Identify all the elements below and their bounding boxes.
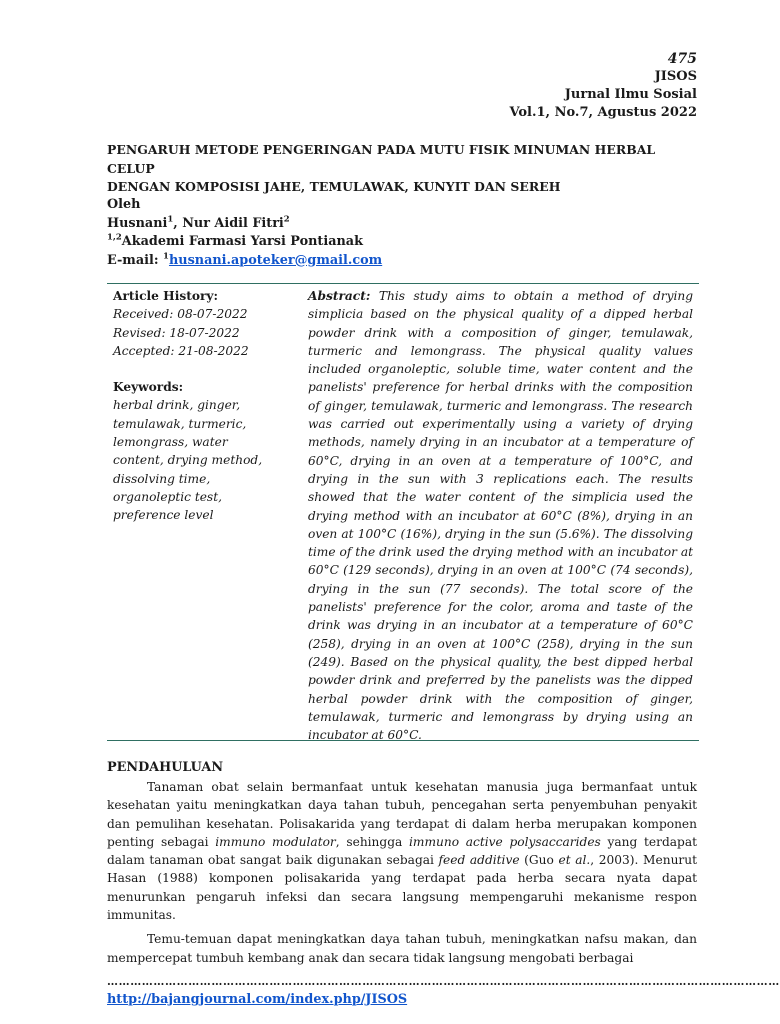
author-names: [107, 215, 667, 234]
keyword-line: preference level: [113, 508, 214, 523]
by-label: Oleh: [107, 197, 141, 212]
journal-volume: Vol.1, No.7, Agustus 2022: [509, 105, 697, 120]
email-link[interactable]: husnani.apoteker@gmail.com: [168, 252, 383, 268]
accepted-date: Accepted: 21-08-2022: [113, 343, 249, 358]
email-sup: 1: [163, 251, 169, 262]
revised-date: Revised: 18-07-2022: [113, 325, 240, 340]
footer-dotted-rule: …………………………………………………………………………………………………………………………………………………………: [107, 975, 780, 988]
affiliation-text: Akademi Farmasi Yarsi Pontianak: [121, 234, 363, 249]
title-line-1: PENGARUH METODE PENGERINGAN PADA MUTU FISIK MINUMAN HERBAL CELUP: [107, 142, 656, 176]
keyword-line: content, drying method,: [113, 453, 263, 468]
article-sidebar: [113, 287, 283, 525]
italic-term: et al.: [558, 853, 591, 868]
abstract-text: This study aims to obtain a method of drying simplicia based on the physical quality of a dipped herbal powder drink with a composition of ginger, temulawak, turmeric and lemongrass. The physical quality values included organoleptic, soluble time, water content and the panelists' preference for herbal drinks with the composition of ginger, temulawak, turmeric and lemongrass. The research was carried out experimentally using a variety of drying methods, namely drying in an incubator at a temperature of 60°C, drying in an oven at a temperature of 100°C, and drying in the sun with 3 replications each. The results showed that the water content of the simplicia used the drying method with an incubator at 60°C (8%), drying in an oven at 100°C (16%), drying in the sun (5.6%). The dissolving time of the drink used the drying method with an incubator at 60°C (129 seconds), drying in an oven at 100°C (74 seconds), drying in the sun (77 seconds). The total score of the panelists' preference for the color, aroma and taste of the drink was drying in an incubator at a temperature of 60°C (258), drying in an oven at 100°C (258), drying in the sun (249). Based on the physical quality, the best dipped herbal powder drink and preferred by the panelists was the dipped herbal powder drink with the composition of ginger, temulawak, turmeric and lemongrass by drying using an incubator at 60°C.: [308, 289, 693, 743]
text-run: yang terdapat dalam tanaman obat sangat baik digunakan sebagai: [107, 834, 697, 868]
affiliation: [107, 233, 667, 252]
paragraph-2: Temu-temuan dapat meningkatkan daya tahan tubuh, meningkatkan nafsu makan, dan mempercepat tumbuh kembang anak dan secara tidak langsung mengobati berbagai: [107, 932, 697, 965]
italic-term: immuno active polysaccarides: [409, 834, 601, 849]
article-history-heading: Article History:: [113, 289, 218, 303]
section-heading: PENDAHULUAN: [107, 760, 224, 775]
text-run: (Guo: [519, 853, 559, 868]
italic-term: immuno modulator: [215, 834, 336, 849]
keyword-line: temulawak, turmeric,: [113, 416, 247, 431]
journal-name: Jurnal Ilmu Sosial: [564, 87, 697, 102]
keywords-heading: Keywords:: [113, 380, 184, 395]
keyword-line: herbal drink, ginger,: [113, 398, 241, 413]
received-date: Received: 08-07-2022: [113, 307, 248, 322]
author-separator: ,: [173, 215, 183, 231]
body-text: [107, 778, 697, 967]
author-1: Husnani: [107, 215, 168, 231]
text-run: Tanaman obat selain bermanfaat untuk kesehatan manusia juga bermanfaat untuk kesehatan yaitu meningkatkan daya tahan tubuh, pencegahan serta penyembuhan penyakit dan pemulihan kesehatan. Polisakarida yang terdapat di dalam herba merupakan komponen penting sebagai: [107, 780, 697, 849]
paragraph-1: [107, 778, 697, 924]
text-run: , 2003). Menurut Hasan (1988) komponen polisakarida yang terdapat pada herba secara nyata dapat menurunkan pengaruh infeksi dan secara langsung mempengaruhi mekanisme respon immunitas.: [107, 853, 697, 923]
abstract-label: Abstract:: [308, 289, 371, 303]
abstract: [308, 287, 693, 744]
title-line-2: DENGAN KOMPOSISI JAHE, TEMULAWAK, KUNYIT DAN SEREH: [107, 179, 561, 194]
text-run: , sehingga: [335, 834, 409, 849]
affiliation-sup: 1,2: [107, 232, 122, 243]
email-line: [107, 252, 667, 271]
paper-title: [107, 141, 697, 197]
journal-abbreviation: JISOS: [654, 69, 697, 84]
author-2: Nur Aidil Fitri: [182, 215, 284, 231]
keyword-line: dissolving time,: [113, 471, 211, 486]
email-label: E-mail:: [107, 252, 164, 268]
author-2-sup: 2: [283, 214, 290, 225]
italic-term: feed additive: [438, 853, 520, 868]
keyword-line: organoleptic test,: [113, 489, 222, 504]
author-1-sup: 1: [167, 214, 174, 225]
article-info-box: [107, 283, 699, 741]
journal-header: [509, 50, 697, 122]
page-number: 475: [667, 51, 697, 67]
keyword-line: lemongrass, water: [113, 435, 228, 450]
journal-url-link[interactable]: http://bajangjournal.com/index.php/JISOS: [107, 992, 408, 1007]
author-block: [107, 196, 667, 270]
